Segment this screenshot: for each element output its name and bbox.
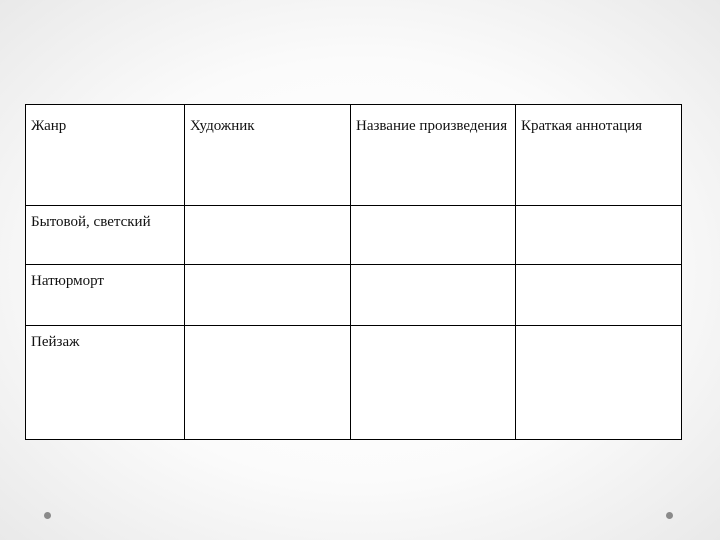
header-cell-genre: Жанр xyxy=(26,105,185,206)
cell-artist xyxy=(185,206,351,265)
table-header-row xyxy=(26,105,682,206)
header-cell-artist: Художник xyxy=(185,105,351,206)
cell-genre: Бытовой, светский xyxy=(26,206,185,265)
header-cell-annotation: Краткая аннотация xyxy=(516,105,682,206)
cell-title xyxy=(351,265,516,326)
cell-genre: Натюрморт xyxy=(26,265,185,326)
genre-table xyxy=(25,104,682,440)
cell-genre: Пейзаж xyxy=(26,326,185,440)
table-row xyxy=(26,326,682,440)
table-row xyxy=(26,206,682,265)
cell-title xyxy=(351,326,516,440)
decorative-dot-right xyxy=(666,512,673,519)
cell-title xyxy=(351,206,516,265)
cell-annotation xyxy=(516,265,682,326)
header-cell-title: Название произведения xyxy=(351,105,516,206)
decorative-dot-left xyxy=(44,512,51,519)
cell-annotation xyxy=(516,326,682,440)
cell-artist xyxy=(185,265,351,326)
cell-artist xyxy=(185,326,351,440)
table-row xyxy=(26,265,682,326)
cell-annotation xyxy=(516,206,682,265)
